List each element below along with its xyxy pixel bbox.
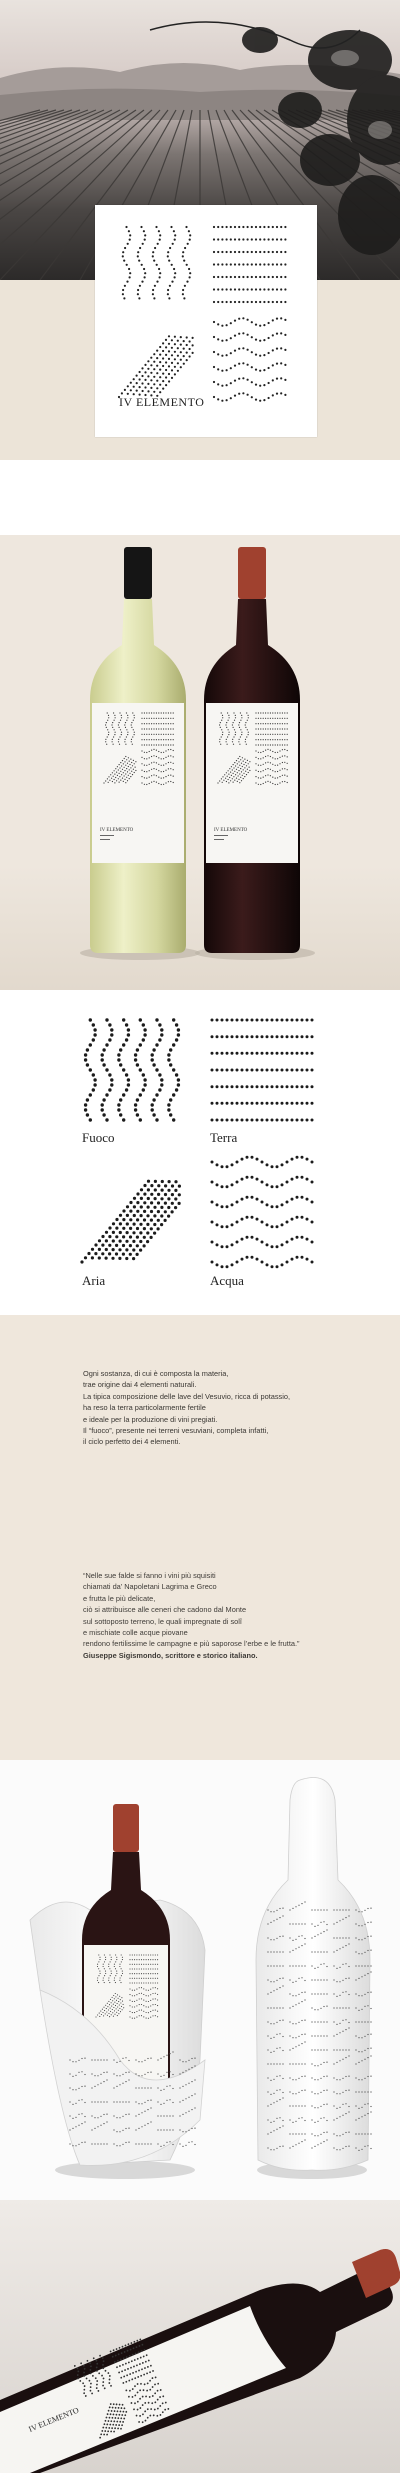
intro-line: Il “fuoco”, presente nei terreni vesuviani, completa infatti, xyxy=(83,1426,269,1436)
wrapped-bottle xyxy=(256,1778,372,2171)
wrapped-bottles-section xyxy=(0,1760,400,2200)
quote-section xyxy=(0,1500,400,1760)
wrapped-bottles-scene xyxy=(0,1760,400,2200)
intro-line: e ideale per la produzione di vini pregiati. xyxy=(83,1414,218,1424)
closeup-section xyxy=(0,2200,400,2473)
bottles-scene xyxy=(0,535,400,990)
quote-line: e mischiate colle acque piovane xyxy=(83,1628,188,1638)
unwrapped-bottle xyxy=(30,1804,205,2165)
intro-section xyxy=(0,1315,400,1500)
intro-paragraph xyxy=(83,1368,290,1448)
element-label-aria: Aria xyxy=(82,1273,106,1288)
logo-card xyxy=(95,205,317,437)
element-label-fuoco: Fuoco xyxy=(82,1130,115,1145)
intro-line: La tipica composizione delle lave del Vesuvio, ricca di potassio, xyxy=(83,1391,291,1401)
intro-line: Ogni sostanza, di cui è composta la materia, xyxy=(83,1369,229,1378)
white-wine-bottle xyxy=(90,547,186,953)
quote-author: Giuseppe Sigismondo, scrittore e storico italiano. xyxy=(83,1650,258,1660)
elements-patterns xyxy=(0,990,400,1315)
quote-line: rendono fertilissime le campagne e più saporose l’erbe e le frutta.” xyxy=(83,1639,300,1649)
hero-section xyxy=(0,0,400,460)
quote-line: e frutta le più delicate, xyxy=(83,1593,156,1603)
element-label-terra: Terra xyxy=(210,1130,238,1145)
svg-text:IV ELEMENTO: IV ELEMENTO xyxy=(100,828,134,833)
closeup-scene xyxy=(0,2200,400,2473)
quote-paragraph xyxy=(83,1570,300,1661)
closeup-brand-name: IV ELEMENTO xyxy=(27,2405,81,2434)
intro-line: ha reso la terra particolarmente fertile xyxy=(83,1403,206,1413)
quote-line: sul sottoposto terreno, le quali impregnate di solî xyxy=(83,1616,242,1626)
brand-name: IV ELEMENTO xyxy=(119,395,205,409)
quote-line: chiamati da’ Napoletani Lagrima e Greco xyxy=(83,1582,217,1592)
bottles-section xyxy=(0,535,400,990)
quote-line: “Nelle sue falde si fanno i vini più squisiti xyxy=(83,1571,216,1580)
intro-line: il ciclo perfetto dei 4 elementi. xyxy=(83,1437,181,1447)
quote-line: ciò si attribuisce alle ceneri che cadono dal Monte xyxy=(83,1605,247,1615)
red-wine-bottle xyxy=(204,547,300,953)
svg-text:IV ELEMENTO: IV ELEMENTO xyxy=(214,828,248,833)
elements-section xyxy=(0,990,400,1315)
element-label-acqua: Acqua xyxy=(210,1273,244,1288)
intro-line: trae origine dai 4 elementi naturali. xyxy=(83,1380,197,1390)
